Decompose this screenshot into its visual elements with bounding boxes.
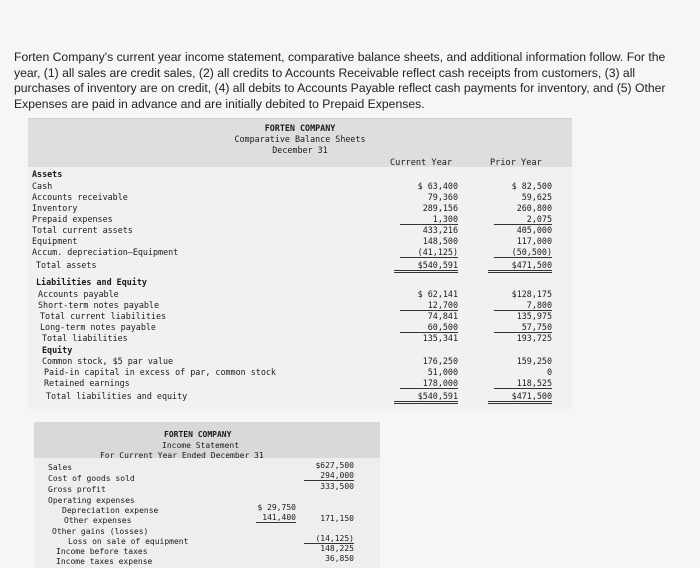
amount-value: 294,000 xyxy=(304,471,354,481)
cur-value: 74,841 xyxy=(427,311,458,321)
row-label: Other expenses xyxy=(64,516,132,525)
row-label: Depreciation expense xyxy=(62,506,159,515)
prior-value: 118,525 xyxy=(494,378,552,389)
amount-value: 171,150 xyxy=(320,514,354,523)
cur-value: 51,000 xyxy=(427,367,458,377)
prior-value: 135,975 xyxy=(516,311,552,321)
row-label: Retained earnings xyxy=(44,378,130,388)
prior-value: 7,800 xyxy=(494,300,552,311)
row-label: Equipment xyxy=(32,236,78,246)
row-label: Income before taxes xyxy=(56,547,148,556)
cur-value: 1,300 xyxy=(400,214,458,225)
prior-value: 193,725 xyxy=(516,333,552,343)
is-period: For Current Year Ended December 31 xyxy=(100,451,264,460)
row-label: Total liabilities xyxy=(42,333,128,343)
cur-value: $540,591 xyxy=(394,260,458,273)
bs-date: December 31 xyxy=(272,145,328,155)
cur-value: 135,341 xyxy=(422,333,458,343)
cur-value: 60,500 xyxy=(400,322,458,333)
prior-value: $128,175 xyxy=(511,289,552,299)
cur-value: 176,250 xyxy=(422,356,458,366)
cur-value: 148,500 xyxy=(422,236,458,246)
prior-value: 0 xyxy=(546,367,552,377)
bs-title: Comparative Balance Sheets xyxy=(234,134,366,144)
row-label: Accum. depreciation—Equipment xyxy=(32,247,179,257)
cur-value: $ 62,141 xyxy=(417,289,458,299)
amount-value: 333,500 xyxy=(320,482,354,491)
row-label: Long-term notes payable xyxy=(40,322,156,332)
balance-sheet xyxy=(28,118,572,409)
amount-value: $627,500 xyxy=(315,461,354,470)
cur-value: 289,156 xyxy=(422,203,458,213)
prior-value: 57,750 xyxy=(494,322,552,333)
row-label: Total current liabilities xyxy=(40,311,167,321)
row-label: Income taxes expense xyxy=(56,557,153,566)
inner-value: 141,400 xyxy=(256,513,296,523)
row-label: Short-term notes payable xyxy=(38,300,160,310)
income-statement xyxy=(34,422,380,568)
prior-value: $471,500 xyxy=(488,260,552,273)
cur-value: 12,700 xyxy=(400,300,458,311)
amount-value: 148,225 xyxy=(320,544,354,553)
is-title: Income Statement xyxy=(162,441,240,450)
cur-value: 178,000 xyxy=(400,378,458,389)
row-label: Total liabilities and equity xyxy=(46,391,188,401)
row-label: Accounts receivable xyxy=(32,192,128,202)
row-label: Cost of goods sold xyxy=(48,474,135,483)
equity-heading: Equity xyxy=(42,345,73,355)
cur-value: (41,125) xyxy=(400,247,458,258)
row-label: Gross profit xyxy=(48,485,106,494)
prior-value: $471,500 xyxy=(488,391,552,404)
amount-value: (14,125) xyxy=(304,534,354,544)
row-label: Prepaid expenses xyxy=(32,214,113,224)
prior-value: 117,000 xyxy=(516,236,552,246)
amount-value: 36,850 xyxy=(325,554,354,563)
col-prior-year: Prior Year xyxy=(490,158,542,168)
cur-value: $540,591 xyxy=(394,391,458,404)
prior-value: (50,500) xyxy=(494,247,552,258)
prior-value: 159,250 xyxy=(516,356,552,366)
is-company: FORTEN COMPANY xyxy=(164,430,232,439)
row-label: Cash xyxy=(32,181,53,191)
liabilities-equity-heading: Liabilities and Equity xyxy=(36,277,147,287)
bs-company: FORTEN COMPANY xyxy=(264,123,336,133)
prior-value: 2,075 xyxy=(494,214,552,225)
row-label: Total current assets xyxy=(32,225,133,235)
assets-heading: Assets xyxy=(32,169,63,179)
row-label: Common stock, $5 par value xyxy=(42,356,174,366)
col-current-year: Current Year xyxy=(390,158,453,168)
row-label: Operating expenses xyxy=(48,496,135,505)
prior-value: $ 82,500 xyxy=(511,181,552,191)
prior-value: 405,000 xyxy=(516,225,552,235)
cur-value: 79,360 xyxy=(427,192,458,202)
cur-value: 433,216 xyxy=(422,225,458,235)
row-label: Loss on sale of equipment xyxy=(68,537,189,546)
row-label: Inventory xyxy=(32,203,78,213)
row-label: Other gains (losses) xyxy=(52,527,149,536)
row-label: Paid-in capital in excess of par, common stock xyxy=(44,367,276,377)
row-label: Sales xyxy=(48,463,73,472)
cur-value: $ 63,400 xyxy=(417,181,458,191)
inner-value: $ 29,750 xyxy=(257,503,296,512)
row-label: Total assets xyxy=(36,260,97,270)
prior-value: 59,625 xyxy=(521,192,552,202)
row-label: Accounts payable xyxy=(38,289,119,299)
prior-value: 260,800 xyxy=(516,203,552,213)
problem-intro: Forten Company's current year income statement, comparative balance sheets, and additional information follow. For the year, (1) all sales are credit sales, (2) all credits to Accounts Receivable reflect cash receipts from customers, (3) all purchases of inventory are on credit, (4) all debits to Accounts Payable reflect cash payments for inventory, and (5) Other Expenses are paid in advance and are initially debited to Prepaid Expenses. xyxy=(14,50,666,111)
